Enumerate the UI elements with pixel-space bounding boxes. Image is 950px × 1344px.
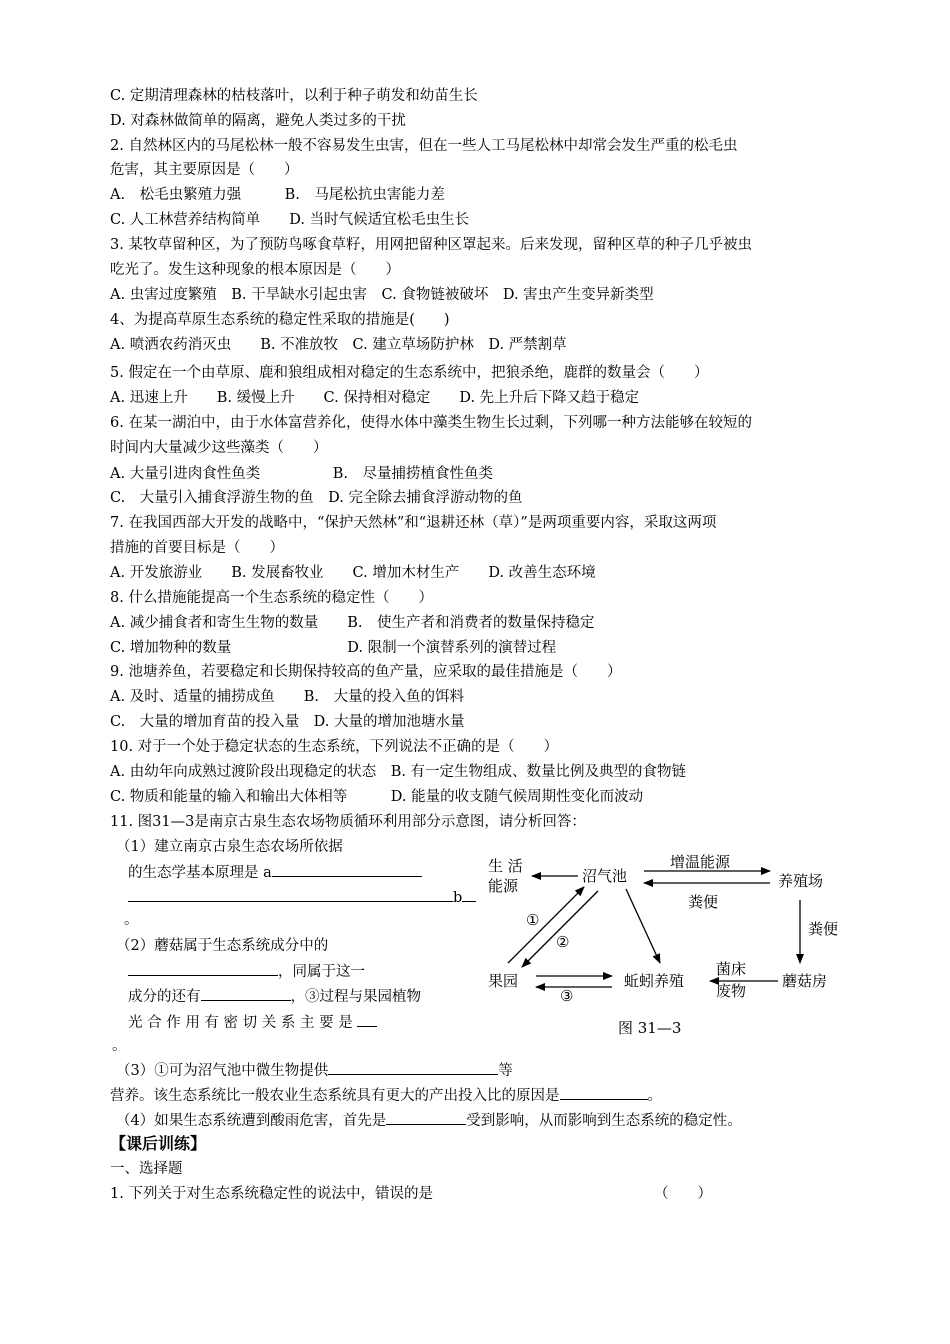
- answer-blank-ratio-reason[interactable]: [560, 1085, 648, 1100]
- text-line: C. 增加物种的数量 D. 限制一个演替系列的演替过程: [110, 640, 557, 656]
- answer-blank-a[interactable]: [272, 862, 422, 877]
- q11-part2-label2: 光 合 作 用 有 密 切 关 系 主 要 是: [128, 1015, 353, 1031]
- q11-part4-line: [116, 1110, 742, 1131]
- q11-part2-line2: [128, 961, 365, 982]
- q11-part1-end: 。: [124, 912, 139, 928]
- node-breeding-farm: 养殖场: [778, 872, 824, 890]
- node-biogas-pool: 沼气池: [582, 867, 628, 885]
- q11-part3-line1: [116, 1060, 513, 1081]
- text-line: 3. 某牧草留种区，为了预防鸟啄食草籽，用网把留种区罩起来。后来发现，留种区草的种子几乎被虫: [110, 237, 752, 253]
- text-line: 6. 在某一湖泊中，由于水体富营养化，使得水体中藻类生物生长过剩，下列哪一种方法能够在较短的: [110, 415, 752, 431]
- text-line: A. 由幼年向成熟过渡阶段出现稳定的状态 B. 有一定生物组成、数量比例及典型的食物链: [110, 764, 687, 780]
- answer-blank-photosynthesis[interactable]: [357, 1012, 377, 1027]
- q11-part1-label: 的生态学基本原理是 a: [128, 865, 272, 881]
- node-life-energy-2: 能源: [488, 877, 519, 895]
- label-fungus-bed-1: 菌床: [716, 960, 747, 978]
- answer-blank-same-component[interactable]: [201, 986, 291, 1001]
- text-line: 11. 图31—3是南京古泉生态农场物质循环利用部分示意图，请分析回答：: [110, 814, 586, 830]
- answer-blank-acid-rain[interactable]: [386, 1110, 466, 1125]
- q11-part3-deng: 等: [498, 1063, 513, 1079]
- text-line: C. 物质和能量的输入和输出大体相等 D. 能量的收支随气候周期性变化而波动: [110, 789, 644, 805]
- text-line: 10. 对于一个处于稳定状态的生态系统，下列说法不正确的是（ ）: [110, 739, 559, 755]
- text-line: A. 松毛虫繁殖力强 B. 马尾松抗虫害能力差: [110, 187, 445, 203]
- post-question-1: 1. 下列关于对生态系统稳定性的说法中，错误的是: [110, 1186, 433, 1202]
- label-fungus-bed-2: 废物: [716, 982, 747, 1000]
- q11-part2-line1: （2）蘑菇属于生态系统成分中的: [116, 938, 329, 954]
- q11-part4-text: 受到影响，从而影响到生态系统的稳定性。: [466, 1113, 742, 1129]
- answer-blank-b[interactable]: [128, 887, 453, 902]
- text-line: 9. 池塘养鱼，若要稳定和长期保持较高的鱼产量，应采取的最佳措施是（ ）: [110, 664, 622, 680]
- q11-part1-b-label: b: [453, 890, 463, 906]
- text-line: 2. 自然林区内的马尾松林一般不容易发生虫害，但在一些人工马尾松林中却常会发生严重的松毛虫: [110, 138, 738, 154]
- answer-paren[interactable]: （ ）: [654, 1186, 712, 1202]
- text-line: A. 及时、适量的捕捞成鱼 B. 大量的投入鱼的饵料: [110, 689, 464, 705]
- label-manure-top: 粪便: [688, 893, 719, 911]
- q11-part2-text2: ，③过程与果园植物: [290, 989, 421, 1005]
- answer-blank-nutrients[interactable]: [328, 1060, 498, 1075]
- q11-part1-line1: （1）建立南京古泉生态农场所依据: [116, 839, 343, 855]
- text-line: A. 开发旅游业 B. 发展畜牧业 C. 增加木材生产 D. 改善生态环境: [110, 565, 596, 581]
- node-earthworm-farm: 蚯蚓养殖: [624, 972, 685, 990]
- q11-part3-end: 。: [647, 1088, 662, 1104]
- text-line: 措施的首要目标是（ ）: [110, 540, 284, 556]
- q11-part2-line4: [128, 1012, 377, 1033]
- label-manure-right: 粪便: [808, 920, 839, 938]
- answer-blank-component[interactable]: [128, 961, 278, 976]
- text-line: 4、为提高草原生态系统的稳定性采取的措施是( ): [110, 312, 450, 328]
- label-process-3: ③: [560, 987, 574, 1005]
- q11-part3-label: （3）①可为沼气池中微生物提供: [116, 1063, 329, 1079]
- text-line: 时间内大量减少这些藻类（ ）: [110, 440, 328, 456]
- text-line: 7. 在我国西部大开发的战略中，“保护天然林”和“退耕还林（草）”是两项重要内容，采取这两项: [110, 515, 717, 531]
- text-line: 危害，其主要原因是（ ）: [110, 162, 299, 178]
- text-line: A. 迅速上升 B. 缓慢上升 C. 保持相对稳定 D. 先上升后下降又趋于稳定: [110, 390, 640, 406]
- label-warming-energy: 增温能源: [670, 853, 731, 871]
- ecological-farm-diagram: [470, 845, 850, 1045]
- node-mushroom-house: 蘑菇房: [782, 972, 828, 990]
- q11-part1-line2: [128, 862, 422, 883]
- arrow-biogas-to-orchard: [522, 891, 598, 967]
- q11-part2-end: 。: [112, 1038, 127, 1054]
- label-process-2: ②: [556, 933, 570, 951]
- q11-part2-line3: [128, 986, 421, 1007]
- text-line: A. 虫害过度繁殖 B. 干旱缺水引起虫害 C. 食物链被破坏 D. 害虫产生变异新类型: [110, 287, 654, 303]
- q11-part2-label: 成分的还有: [128, 989, 201, 1005]
- node-orchard: 果园: [488, 972, 519, 990]
- q11-part1-line3: [128, 887, 476, 908]
- q11-part2-text: ，同属于这一: [278, 964, 365, 980]
- text-line: A. 减少捕食者和寄生生物的数量 B. 使生产者和消费者的数量保持稳定: [110, 615, 595, 631]
- q11-part3-line2: [110, 1085, 662, 1106]
- text-line: C. 大量引入捕食浮游生物的鱼 D. 完全除去捕食浮游动物的鱼: [110, 490, 523, 506]
- section-subtitle: 一、选择题: [110, 1161, 183, 1177]
- text-line: C. 人工林营养结构简单 D. 当时气候适宜松毛虫生长: [110, 212, 470, 228]
- text-line: C. 大量的增加育苗的投入量 D. 大量的增加池塘水量: [110, 714, 465, 730]
- q11-part4-label: （4）如果生态系统遭到酸雨危害，首先是: [116, 1113, 387, 1129]
- text-line: 5. 假定在一个由草原、鹿和狼组成相对稳定的生态系统中，把狼杀绝，鹿群的数量会（ ）: [110, 365, 709, 381]
- node-life-energy-1: 生 活: [488, 857, 523, 875]
- arrow-biogas-to-earthworm: [626, 889, 660, 963]
- text-line: D. 对森林做简单的隔离，避免人类过多的干扰: [110, 113, 406, 129]
- text-line: 吃光了。发生这种现象的根本原因是（ ）: [110, 262, 400, 278]
- arrow-orchard-to-biogas: [508, 887, 584, 963]
- section-title: 【课后训练】: [110, 1134, 207, 1153]
- q11-part3-text: 营养。该生态系统比一般农业生态系统具有更大的产出投入比的原因是: [110, 1088, 560, 1104]
- label-process-1: ①: [526, 911, 540, 929]
- text-line: 8. 什么措施能提高一个生态系统的稳定性（ ）: [110, 590, 433, 606]
- text-line: C. 定期清理森林的枯枝落叶，以利于种子萌发和幼苗生长: [110, 88, 478, 104]
- text-line: A. 大量引进肉食性鱼类 B. 尽量捕捞植食性鱼类: [110, 466, 493, 482]
- text-line: A. 喷洒农药消灭虫 B. 不准放牧 C. 建立草场防护林 D. 严禁割草: [110, 337, 567, 353]
- diagram-caption: 图 31—3: [618, 1019, 682, 1037]
